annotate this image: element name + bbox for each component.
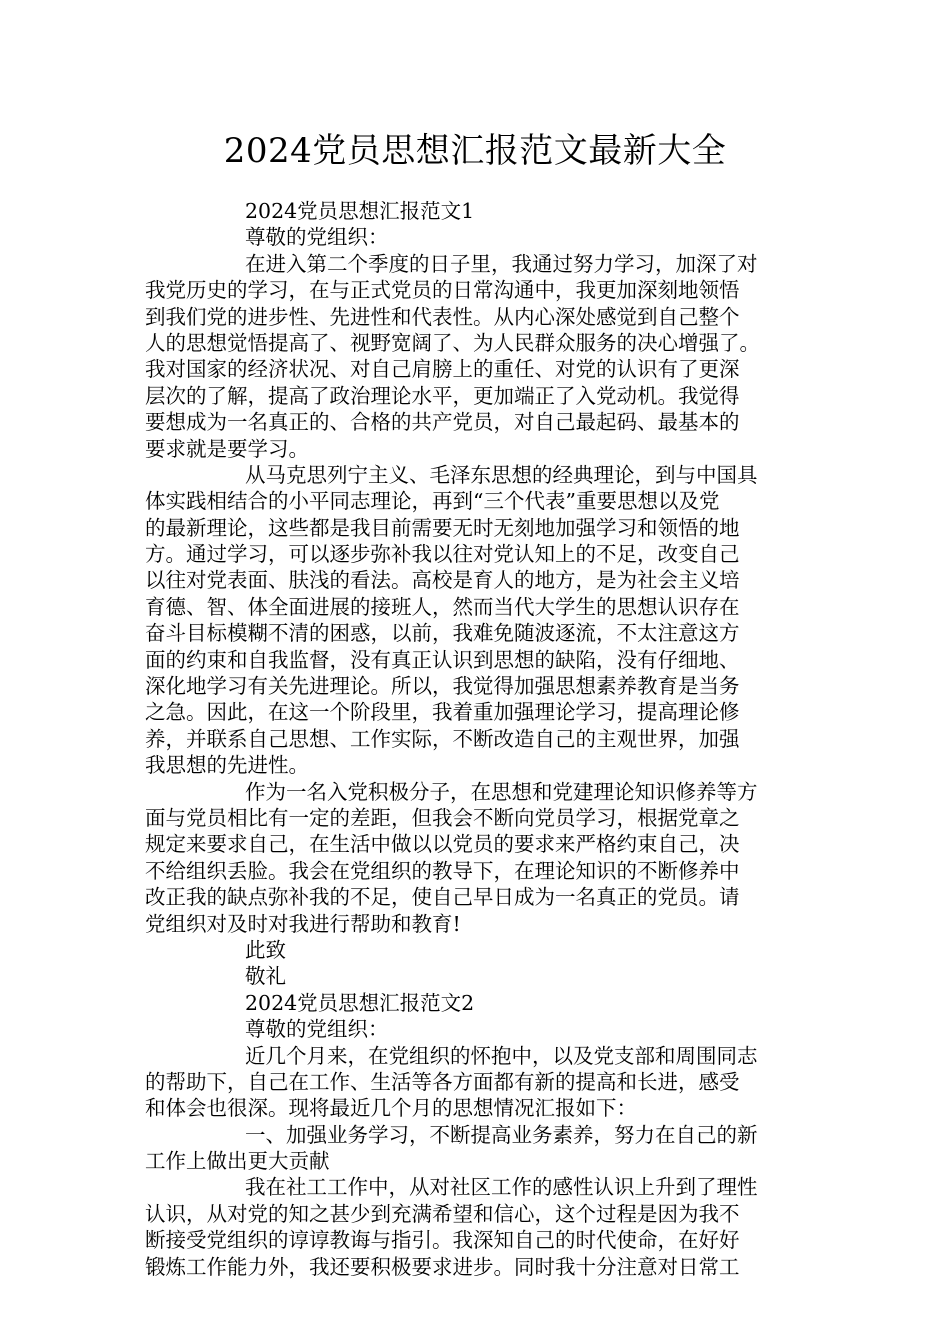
text-line: 体实践相结合的小平同志理论，再到“三个代表”重要思想以及党 — [145, 489, 720, 514]
text-line: 改正我的缺点弥补我的不足，使自己早日成为一名真正的党员。请 — [145, 885, 740, 910]
text-line: 我对国家的经济状况、对自己肩膀上的重任、对党的认识有了更深 — [145, 357, 740, 382]
text-line: 敬礼 — [245, 964, 286, 989]
text-line: 到我们党的进步性、先进性和代表性。从内心深处感觉到自己整个 — [145, 304, 740, 329]
text-line: 我党历史的学习，在与正式党员的日常沟通中，我更加深刻地领悟 — [145, 278, 740, 303]
text-line: 作为一名入党积极分子，在思想和党建理论知识修养等方 — [245, 779, 758, 804]
text-line: 的帮助下，自己在工作、生活等各方面都有新的提高和长进，感受 — [145, 1069, 740, 1094]
text-line: 人的思想觉悟提高了、视野宽阔了、为人民群众服务的决心增强了。 — [145, 330, 760, 355]
text-line: 要求就是要学习。 — [145, 436, 309, 461]
text-line: 不给组织丢脸。我会在党组织的教导下，在理论知识的不断修养中 — [145, 858, 740, 883]
text-line: 育德、智、体全面进展的接班人，然而当代大学生的思想认识存在 — [145, 594, 740, 619]
text-line: 要想成为一名真正的、合格的共产党员，对自己最起码、最基本的 — [145, 410, 740, 435]
text-line: 党组织对及时对我进行帮助和教育! — [145, 911, 461, 936]
text-line: 的最新理论，这些都是我目前需要无时无刻地加强学习和领悟的地 — [145, 515, 740, 540]
text-line: 方。通过学习，可以逐步弥补我以往对党认知上的不足，改变自己 — [145, 542, 740, 567]
text-line: 尊敬的党组织： — [245, 1017, 389, 1042]
text-line: 2024党员思想汇报范文2 — [245, 990, 475, 1015]
text-line: 我思想的先进性。 — [145, 753, 309, 778]
text-line: 在进入第二个季度的日子里，我通过努力学习，加深了对 — [245, 251, 758, 276]
text-line: 尊敬的党组织： — [245, 225, 389, 250]
text-line: 近几个月来，在党组织的怀抱中，以及党支部和周围同志 — [245, 1043, 758, 1068]
text-line: 锻炼工作能力外，我还要积极要求进步。同时我十分注意对日常工 — [145, 1254, 740, 1279]
text-line: 此致 — [245, 937, 286, 962]
text-line: 层次的了解，提高了政治理论水平，更加端正了入党动机。我觉得 — [145, 383, 740, 408]
text-line: 奋斗目标模糊不清的困惑，以前，我难免随波逐流，不太注意这方 — [145, 621, 740, 646]
text-line: 以往对党表面、肤浅的看法。高校是育人的地方，是为社会主义培 — [145, 568, 740, 593]
document-body — [145, 198, 825, 1280]
text-line: 深化地学习有关先进理论。所以，我觉得加强思想素养教育是当务 — [145, 674, 740, 699]
text-line: 规定来要求自己，在生活中做以以党员的要求来严格约束自己，决 — [145, 832, 740, 857]
text-line: 工作上做出更大贡献 — [145, 1149, 330, 1174]
text-line: 2024党员思想汇报范文1 — [245, 199, 475, 223]
document-title: 2024党员思想汇报范文最新大全 — [223, 131, 727, 171]
text-line: 一、加强业务学习，不断提高业务素养，努力在自己的新 — [245, 1122, 758, 1147]
text-line: 认识，从对党的知之甚少到充满希望和信心，这个过程是因为我不 — [145, 1201, 740, 1226]
text-line: 和体会也很深。现将最近几个月的思想情况汇报如下： — [145, 1096, 637, 1121]
text-line: 之急。因此，在这一个阶段里，我着重加强理论学习，提高理论修 — [145, 700, 740, 725]
text-line: 从马克思列宁主义、毛泽东思想的经典理论，到与中国具 — [245, 462, 758, 487]
text-line: 养，并联系自己思想、工作实际，不断改造自己的主观世界，加强 — [145, 726, 740, 751]
text-line: 我在社工工作中，从对社区工作的感性认识上升到了理性 — [245, 1175, 758, 1200]
text-line: 面的约束和自我监督，没有真正认识到思想的缺陷，没有仔细地、 — [145, 647, 740, 672]
text-line: 断接受党组织的谆谆教诲与指引。我深知自己的时代使命，在好好 — [145, 1228, 740, 1253]
text-line: 面与党员相比有一定的差距，但我会不断向党员学习，根据党章之 — [145, 805, 740, 830]
